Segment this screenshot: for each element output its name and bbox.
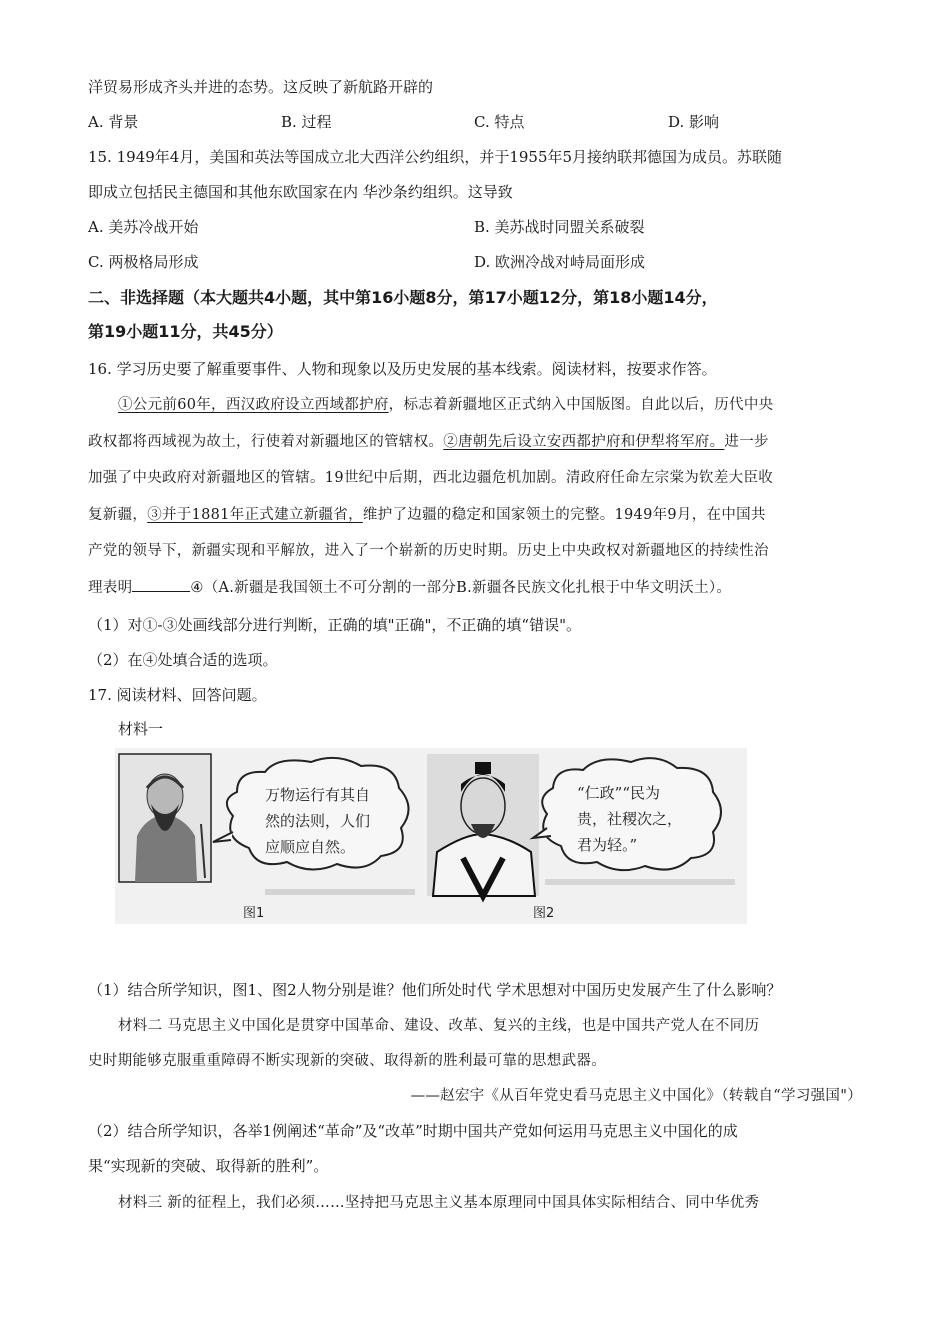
section2-title-line2: 第19小题11分，共45分） — [88, 322, 283, 341]
q16-material-line5: 产党的领导下，新疆实现和平解放，进入了一个崭新的历史时期。历史上中央政权对新疆地区的持续性治 — [88, 543, 769, 559]
q16-text: 维护了边疆的稳定和国家领土的完整。1949年9月，在中国共 — [362, 507, 766, 523]
q16-text: 理表明 — [88, 580, 133, 596]
section2-title-line1: 二、非选择题（本大题共4小题，其中第16小题8分，第17小题12分，第18小题14分， — [88, 288, 718, 307]
q16-material-line3: 加强了中央政府对新疆地区的管辖。19世纪中后期，西北边疆危机加剧。清政府任命左宗棠为钦差大臣收 — [88, 470, 774, 486]
q16-underline-3: ③并于1881年正式建立新疆省， — [147, 507, 363, 523]
q17-sub2-line1: （2）结合所学知识，各举1例阐述“革命”及“改革”时期中国共产党如何运用马克思主义中国化的成 — [88, 1122, 738, 1140]
bubble-1-line3: 应顺应自然。 — [265, 838, 356, 856]
figure-caption-2: 图2 — [533, 906, 555, 921]
figure-caption-1: 图1 — [243, 906, 265, 921]
bubble-2-line1: “仁政”“民为 — [577, 784, 661, 802]
q17-sub1: （1）结合所学知识，图1、图2人物分别是谁？他们所处时代 学术思想对中国历史发展产生了什么影响？ — [88, 981, 782, 999]
q16-text: ④（A.新疆是我国领土不可分割的一部分B.新疆各民族文化扎根于中华文明沃土）。 — [190, 580, 732, 596]
q16-material-line4 — [88, 504, 766, 526]
q17-material2-line2: 史时期能够克服重重障碍不断实现新的突破、取得新的胜利最可靠的思想武器。 — [88, 1053, 606, 1069]
q16-text: 进一步 — [724, 434, 769, 450]
q16-text: 复新疆， — [88, 507, 148, 523]
q14-stem-tail: 洋贸易形成齐头并进的态势。这反映了新航路开辟的 — [88, 78, 434, 96]
q16-underline-2: ②唐朝先后设立安西都护府和伊犁将军府。 — [443, 434, 725, 450]
q16-material-line1 — [118, 394, 773, 416]
bubble-2-line3: 君为轻。” — [577, 836, 638, 854]
q15-option-d[interactable]: D. 欧洲冷战对峙局面形成 — [474, 253, 646, 271]
q14-option-c[interactable]: C. 特点 — [474, 113, 525, 131]
q15-stem-line2: 即成立包括民主德国和其他东欧国家在内 华沙条约组织。这导致 — [88, 183, 513, 201]
q16-underline-1: ①公元前60年，西汉政府设立西域都护府 — [118, 397, 389, 413]
q16-text: ，标志着新疆地区正式纳入中国版图。自此以后，历代中央 — [388, 397, 774, 413]
q14-option-a[interactable]: A. 背景 — [88, 113, 139, 131]
bubble-1-line2: 然的法则，人们 — [265, 812, 371, 830]
q16-material-line6 — [88, 577, 731, 599]
q17-figure-illustration — [115, 748, 747, 924]
bubble-2-line2: 贵，社稷次之， — [577, 810, 683, 828]
q14-option-d[interactable]: D. 影响 — [668, 113, 720, 131]
q17-material2-source: ——赵宏宇《从百年党史看马克思主义中国化》（转载自“学习强国"） — [410, 1088, 862, 1104]
q16-sub2: （2）在④处填合适的选项。 — [88, 651, 278, 669]
q17-material2-line1: 材料二 马克思主义中国化是贯穿中国革命、建设、改革、复兴的主线，也是中国共产党人在不同历 — [118, 1018, 760, 1034]
q15-option-b[interactable]: B. 美苏战时同盟关系破裂 — [474, 218, 645, 236]
q14-option-b[interactable]: B. 过程 — [281, 113, 332, 131]
q16-text: 政权都将西域视为故土，行使着对新疆地区的管辖权。 — [88, 434, 444, 450]
q15-option-a[interactable]: A. 美苏冷战开始 — [88, 218, 199, 236]
q15-option-c[interactable]: C. 两极格局形成 — [88, 253, 199, 271]
bubble-1-line1: 万物运行有其自 — [265, 786, 371, 804]
q17-material3-line1: 材料三 新的征程上，我们必须……坚持把马克思主义基本原理同中国具体实际相结合、同中华优秀 — [118, 1195, 760, 1211]
q17-figure — [115, 748, 747, 924]
q17-material1-label: 材料一 — [118, 720, 164, 738]
q15-stem-line1: 15. 1949年4月，美国和英法等国成立北大西洋公约组织，并于1955年5月接纳联邦德国为成员。苏联随 — [88, 148, 783, 166]
q17-sub2-line2: 果“实现新的突破、取得新的胜利”。 — [88, 1157, 329, 1175]
q16-material-line2 — [88, 431, 769, 453]
q16-answer-blank[interactable] — [132, 577, 190, 592]
q17-stem: 17. 阅读材料、回答问题。 — [88, 686, 267, 704]
q16-sub1: （1）对①-③处画线部分进行判断，正确的填"正确"，不正确的填“错误"。 — [88, 616, 581, 634]
q16-stem: 16. 学习历史要了解重要事件、人物和现象以及历史发展的基本线索。阅读材料，按要求作答。 — [88, 360, 717, 378]
